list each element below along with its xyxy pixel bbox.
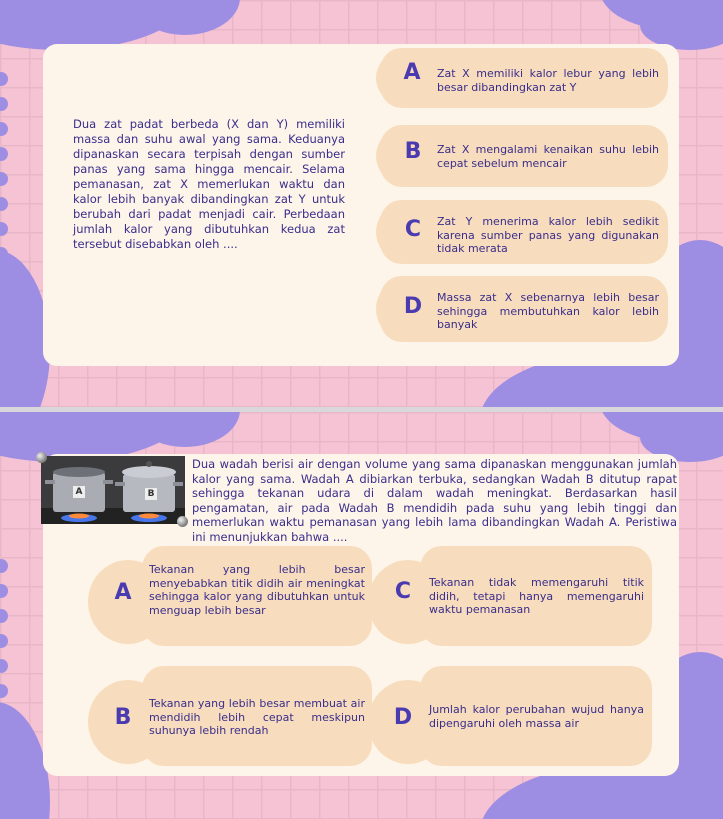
option-a-text: Zat X memiliki kalor lebur yang lebih besar dibandingkan zat Y (437, 67, 659, 94)
question-text: Dua zat padat berbeda (X dan Y) memiliki massa dan suhu awal yang sama. Keduanya dipanaskan secara terpisah dengan sumber panas yang sama hingga mencair. Selama pemanasan, zat X memerlukan waktu dan kalor lebih banyak dibandingkan zat Y untuk berubah dari padat menjadi cair. Perbedaan jumlah kalor yang dibutuhkan kedua zat tersebut disebabkan oleh .... (73, 117, 345, 251)
option-b-text: Tekanan yang lebih besar membuat air mendidih lebih cepat meskipun suhunya lebih rendah (149, 697, 365, 737)
pot-b-label: B (145, 488, 157, 500)
slide-1 (0, 0, 723, 407)
option-c-letter: C (394, 579, 412, 604)
option-c-letter: C (404, 217, 422, 242)
option-a-letter: A (403, 60, 421, 85)
option-b-letter: B (404, 139, 422, 164)
option-b-letter: B (114, 705, 132, 730)
question-text: Dua wadah berisi air dengan volume yang sama dipanaskan menggunakan jumlah kalor yang sama. Wadah A dibiarkan terbuka, sedangkan Wadah B ditutup rapat sehingga tekanan udara di dalam wadah meningkat. Berdasarkan hasil pengamatan, air pada Wadah B mendidih pada suhu yang lebih tinggi dan memerlukan waktu pemanasan yang lebih lama dibandingkan Wadah A. Peristiwa ini menunjukkan bahwa .... (192, 457, 677, 544)
option-a-text: Tekanan yang lebih besar menyebabkan titik didih air meningkat sehingga kalor yang dibutuhkan untuk menguap lebih besar (149, 563, 365, 617)
option-d-letter: D (403, 294, 423, 319)
pin-icon (36, 452, 47, 463)
pot-a-label: A (73, 486, 85, 498)
decor-blob (640, 0, 723, 50)
option-c-text: Zat Y menerima kalor lebih sedikit karena sumber panas yang digunakan tidak merata (437, 215, 659, 255)
option-d-text: Massa zat X sebenarnya lebih besar sehingga membutuhkan kalor lebih banyak (437, 291, 659, 331)
option-d-text: Jumlah kalor perubahan wujud hanya dipengaruhi oleh massa air (429, 703, 644, 730)
option-c-text: Tekanan tidak memengaruhi titik didih, tetapi hanya memengaruhi waktu pemanasan (429, 576, 644, 616)
option-d-letter: D (393, 705, 413, 730)
slide-2 (0, 412, 723, 819)
pin-icon (177, 516, 188, 527)
option-a-letter: A (114, 580, 132, 605)
option-b-text: Zat X mengalami kenaikan suhu lebih cepat sebelum mencair (437, 143, 659, 170)
pots-on-stove-image (41, 456, 185, 524)
